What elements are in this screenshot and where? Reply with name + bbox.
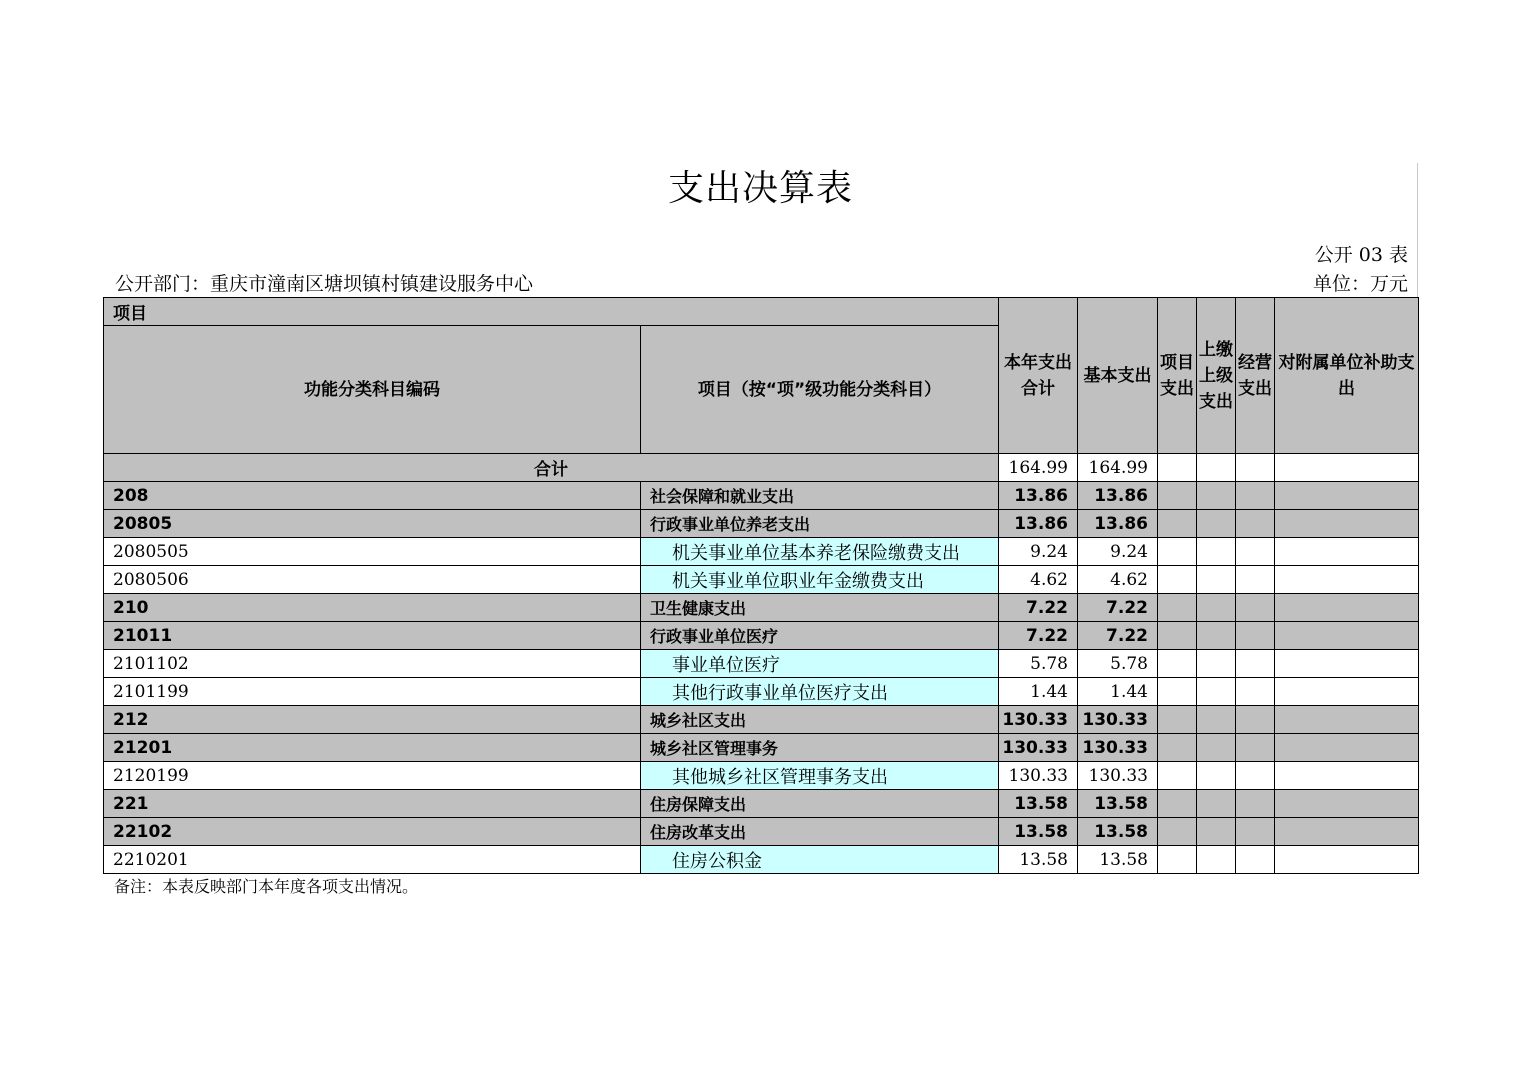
- row-upper-payment: [1197, 594, 1236, 622]
- row-name: 行政事业单位医疗: [641, 622, 999, 650]
- row-total: 4.62: [999, 566, 1078, 594]
- total-amount: 164.99: [999, 454, 1078, 482]
- row-code: 21201: [104, 734, 641, 762]
- department-label: 公开部门：重庆市潼南区塘坝镇村镇建设服务中心: [115, 273, 534, 295]
- row-project-expense: [1158, 538, 1197, 566]
- row-basic: 13.86: [1078, 510, 1158, 538]
- total-subsidy: [1275, 454, 1419, 482]
- row-upper-payment: [1197, 566, 1236, 594]
- row-name: 行政事业单位养老支出: [641, 510, 999, 538]
- row-name: 住房公积金: [641, 846, 999, 874]
- row-business: [1236, 790, 1275, 818]
- row-total: 7.22: [999, 594, 1078, 622]
- row-code: 2120199: [104, 762, 641, 790]
- row-name: 机关事业单位职业年金缴费支出: [641, 566, 999, 594]
- row-upper-payment: [1197, 510, 1236, 538]
- table-row: [104, 846, 1419, 874]
- row-upper-payment: [1197, 678, 1236, 706]
- row-basic: 130.33: [1078, 762, 1158, 790]
- row-project-expense: [1158, 790, 1197, 818]
- row-project-expense: [1158, 510, 1197, 538]
- row-code: 2101102: [104, 650, 641, 678]
- row-subsidy: [1275, 790, 1419, 818]
- header-name: 项目（按“项”级功能分类科目）: [641, 326, 999, 454]
- row-basic: 4.62: [1078, 566, 1158, 594]
- row-project-expense: [1158, 566, 1197, 594]
- row-subsidy: [1275, 678, 1419, 706]
- table-row: [104, 762, 1419, 790]
- table-row: [104, 622, 1419, 650]
- row-basic: 1.44: [1078, 678, 1158, 706]
- row-code: 2101199: [104, 678, 641, 706]
- row-business: [1236, 706, 1275, 734]
- row-name: 卫生健康支出: [641, 594, 999, 622]
- row-subsidy: [1275, 622, 1419, 650]
- total-project-expense: [1158, 454, 1197, 482]
- row-upper-payment: [1197, 846, 1236, 874]
- row-name: 住房改革支出: [641, 818, 999, 846]
- row-name: 住房保障支出: [641, 790, 999, 818]
- table-row: [104, 734, 1419, 762]
- table-row: [104, 650, 1419, 678]
- row-business: [1236, 678, 1275, 706]
- table-row: [104, 510, 1419, 538]
- row-total: 130.33: [999, 706, 1078, 734]
- table-row: [104, 538, 1419, 566]
- row-total: 5.78: [999, 650, 1078, 678]
- row-subsidy: [1275, 482, 1419, 510]
- row-code: 21011: [104, 622, 641, 650]
- row-business: [1236, 650, 1275, 678]
- page-title: 支出决算表: [667, 168, 853, 209]
- row-code: 210: [104, 594, 641, 622]
- row-total: 1.44: [999, 678, 1078, 706]
- header-basic: 基本支出: [1078, 298, 1158, 454]
- row-upper-payment: [1197, 538, 1236, 566]
- header-code: 功能分类科目编码: [104, 326, 641, 454]
- table-row: [104, 482, 1419, 510]
- row-total: 13.58: [999, 846, 1078, 874]
- row-total: 130.33: [999, 762, 1078, 790]
- row-subsidy: [1275, 566, 1419, 594]
- header-upper-payment: 上缴上级支出: [1197, 298, 1236, 454]
- row-subsidy: [1275, 706, 1419, 734]
- row-basic: 130.33: [1078, 734, 1158, 762]
- row-code: 22102: [104, 818, 641, 846]
- row-upper-payment: [1197, 818, 1236, 846]
- total-business: [1236, 454, 1275, 482]
- row-code: 2210201: [104, 846, 641, 874]
- form-code: 公开 03 表: [1314, 244, 1408, 266]
- row-project-expense: [1158, 706, 1197, 734]
- row-upper-payment: [1197, 650, 1236, 678]
- row-code: 20805: [104, 510, 641, 538]
- row-name: 城乡社区管理事务: [641, 734, 999, 762]
- row-name: 社会保障和就业支出: [641, 482, 999, 510]
- row-basic: 13.58: [1078, 818, 1158, 846]
- row-basic: 130.33: [1078, 706, 1158, 734]
- total-label: 合计: [104, 454, 999, 482]
- row-business: [1236, 734, 1275, 762]
- row-basic: 13.58: [1078, 790, 1158, 818]
- row-project-expense: [1158, 622, 1197, 650]
- row-basic: 13.86: [1078, 482, 1158, 510]
- table-body: [104, 454, 1419, 874]
- row-total: 13.86: [999, 482, 1078, 510]
- row-total: 13.86: [999, 510, 1078, 538]
- row-code: 2080506: [104, 566, 641, 594]
- row-basic: 7.22: [1078, 622, 1158, 650]
- row-upper-payment: [1197, 622, 1236, 650]
- row-name: 机关事业单位基本养老保险缴费支出: [641, 538, 999, 566]
- row-subsidy: [1275, 538, 1419, 566]
- row-upper-payment: [1197, 706, 1236, 734]
- unit-label: 单位：万元: [1312, 273, 1408, 295]
- row-upper-payment: [1197, 734, 1236, 762]
- row-project-expense: [1158, 734, 1197, 762]
- row-business: [1236, 818, 1275, 846]
- row-subsidy: [1275, 818, 1419, 846]
- row-business: [1236, 594, 1275, 622]
- total-basic: 164.99: [1078, 454, 1158, 482]
- header-total: 本年支出合计: [999, 298, 1078, 454]
- footnote: 备注：本表反映部门本年度各项支出情况。: [114, 877, 419, 896]
- row-basic: 9.24: [1078, 538, 1158, 566]
- row-project-expense: [1158, 482, 1197, 510]
- table-row: [104, 678, 1419, 706]
- expenditure-table: [103, 297, 1419, 874]
- header-subsidy: 对附属单位补助支出: [1275, 298, 1419, 454]
- row-basic: 5.78: [1078, 650, 1158, 678]
- table-header: [104, 298, 1419, 454]
- row-project-expense: [1158, 818, 1197, 846]
- header-project-expense: 项目支出: [1158, 298, 1197, 454]
- row-project-expense: [1158, 594, 1197, 622]
- row-code: 2080505: [104, 538, 641, 566]
- header-business: 经营支出: [1236, 298, 1275, 454]
- row-upper-payment: [1197, 762, 1236, 790]
- row-business: [1236, 538, 1275, 566]
- row-business: [1236, 622, 1275, 650]
- row-total: 7.22: [999, 622, 1078, 650]
- row-subsidy: [1275, 734, 1419, 762]
- table-row: [104, 790, 1419, 818]
- total-upper-payment: [1197, 454, 1236, 482]
- row-code: 208: [104, 482, 641, 510]
- row-code: 212: [104, 706, 641, 734]
- header-project: 项目: [104, 298, 999, 326]
- row-upper-payment: [1197, 482, 1236, 510]
- row-subsidy: [1275, 650, 1419, 678]
- row-project-expense: [1158, 678, 1197, 706]
- row-total: 13.58: [999, 790, 1078, 818]
- row-name: 其他行政事业单位医疗支出: [641, 678, 999, 706]
- row-subsidy: [1275, 594, 1419, 622]
- table-row: [104, 706, 1419, 734]
- row-business: [1236, 482, 1275, 510]
- row-total: 13.58: [999, 818, 1078, 846]
- total-row: [104, 454, 1419, 482]
- row-name: 其他城乡社区管理事务支出: [641, 762, 999, 790]
- table-row: [104, 818, 1419, 846]
- row-total: 9.24: [999, 538, 1078, 566]
- row-subsidy: [1275, 846, 1419, 874]
- row-business: [1236, 566, 1275, 594]
- row-total: 130.33: [999, 734, 1078, 762]
- row-subsidy: [1275, 510, 1419, 538]
- row-subsidy: [1275, 762, 1419, 790]
- row-basic: 13.58: [1078, 846, 1158, 874]
- row-business: [1236, 762, 1275, 790]
- row-name: 城乡社区支出: [641, 706, 999, 734]
- row-business: [1236, 846, 1275, 874]
- row-basic: 7.22: [1078, 594, 1158, 622]
- row-business: [1236, 510, 1275, 538]
- row-upper-payment: [1197, 790, 1236, 818]
- row-name: 事业单位医疗: [641, 650, 999, 678]
- row-project-expense: [1158, 650, 1197, 678]
- table-row: [104, 594, 1419, 622]
- row-code: 221: [104, 790, 641, 818]
- row-project-expense: [1158, 846, 1197, 874]
- row-project-expense: [1158, 762, 1197, 790]
- table-row: [104, 566, 1419, 594]
